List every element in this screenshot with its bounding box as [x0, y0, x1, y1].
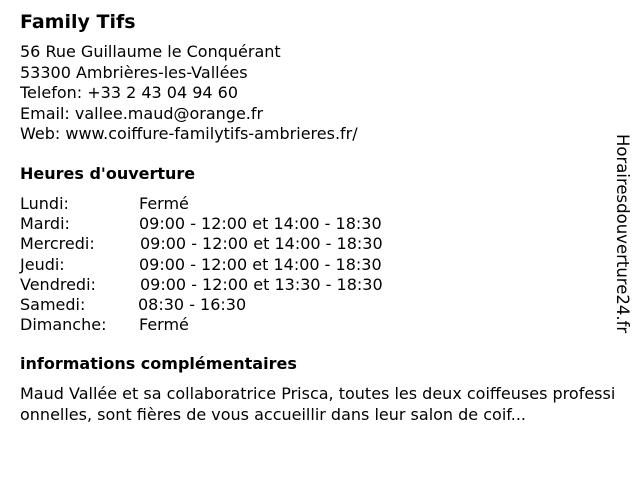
day-label: Mardi: — [20, 214, 70, 234]
website-line: Web: www.coiffure-familytifs-ambrieres.fr/ — [20, 124, 358, 143]
phone-line: Telefon: +33 2 43 04 94 60 — [20, 83, 239, 102]
day-label: Samedi: — [20, 294, 86, 314]
info-description: Maud Vallée et sa collaboratrice Prisca, toutes les deux coiffeuses professionnelles, sont fières de vous accueillir dans leur salon de coif... — [20, 384, 616, 424]
day-hours: 09:00 - 12:00 et 14:00 - 18:30 — [140, 234, 383, 254]
city-address: 53300 Ambrières-les-Vallées — [20, 62, 248, 82]
day-hours: 09:00 - 12:00 et 13:30 - 18:30 — [140, 274, 383, 294]
street-address: 56 Rue Guillaume le Conquérant — [20, 42, 281, 61]
day-hours: 09:00 - 12:00 et 14:00 - 18:30 — [139, 254, 382, 274]
day-hours: Fermé — [139, 194, 189, 213]
business-title: Family Tifs — [20, 11, 136, 33]
day-hours: 08:30 - 16:30 — [138, 294, 247, 314]
hours-heading: Heures d'ouverture — [20, 164, 196, 183]
email-line: Email: vallee.maud@orange.fr — [20, 103, 264, 123]
day-label: Lundi: — [20, 194, 69, 213]
info-heading: informations complémentaires — [20, 354, 297, 373]
business-address-block — [20, 42, 358, 145]
day-label: Vendredi: — [20, 274, 96, 294]
site-watermark: Horairesdouverture24.fr — [613, 134, 632, 334]
day-label: Jeudi: — [20, 254, 65, 274]
day-label: Dimanche: — [20, 315, 107, 335]
day-hours: 09:00 - 12:00 et 14:00 - 18:30 — [139, 214, 382, 234]
day-hours: Fermé — [139, 315, 189, 335]
day-label: Mercredi: — [20, 234, 95, 254]
